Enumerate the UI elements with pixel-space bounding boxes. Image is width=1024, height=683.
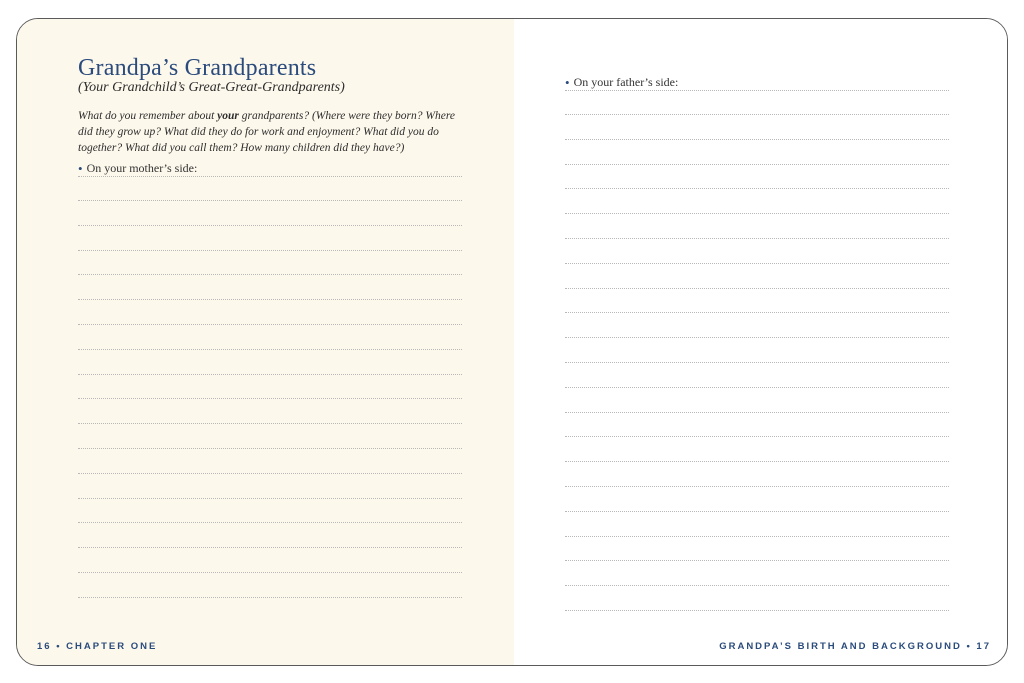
writing-line[interactable] <box>565 312 949 313</box>
writing-line[interactable] <box>565 188 949 189</box>
father-side-label: On your father’s side: <box>573 75 679 89</box>
right-page <box>514 19 1008 665</box>
bullet-icon: • <box>565 75 570 90</box>
writing-line[interactable] <box>565 213 949 214</box>
writing-line[interactable] <box>565 362 949 363</box>
writing-line[interactable] <box>565 114 949 115</box>
writing-line[interactable] <box>78 498 462 499</box>
writing-line[interactable] <box>565 238 949 239</box>
prompt-text <box>78 108 470 156</box>
writing-line[interactable] <box>565 436 949 437</box>
bullet-icon: • <box>78 161 83 176</box>
mother-side-label: On your mother’s side: <box>86 161 198 175</box>
writing-line[interactable] <box>78 522 462 523</box>
writing-line[interactable] <box>565 536 949 537</box>
father-side-field[interactable] <box>565 74 949 91</box>
writing-line[interactable] <box>565 164 949 165</box>
left-page <box>17 19 514 665</box>
writing-line[interactable] <box>78 274 462 275</box>
writing-line[interactable] <box>78 473 462 474</box>
writing-line[interactable] <box>565 139 949 140</box>
left-page-footer: 16 • CHAPTER ONE <box>37 641 158 652</box>
page-title: Grandpa’s Grandparents <box>78 55 317 81</box>
writing-line[interactable] <box>78 225 462 226</box>
writing-line[interactable] <box>565 288 949 289</box>
page-subtitle: (Your Grandchild’s Great-Great-Grandparents) <box>78 80 345 95</box>
writing-line[interactable] <box>78 597 462 598</box>
writing-line[interactable] <box>565 461 949 462</box>
writing-line[interactable] <box>565 560 949 561</box>
writing-line[interactable] <box>78 423 462 424</box>
writing-line[interactable] <box>565 412 949 413</box>
prompt-text-emphasis: your <box>217 110 239 122</box>
writing-line[interactable] <box>78 299 462 300</box>
writing-line[interactable] <box>78 572 462 573</box>
writing-line[interactable] <box>78 398 462 399</box>
journal-spread <box>16 18 1008 666</box>
writing-line[interactable] <box>78 547 462 548</box>
writing-line[interactable] <box>565 337 949 338</box>
writing-line[interactable] <box>78 349 462 350</box>
prompt-text-start: What do you remember about <box>78 110 218 122</box>
writing-line[interactable] <box>78 374 462 375</box>
right-page-footer: GRANDPA’S BIRTH AND BACKGROUND • 17 <box>719 641 991 652</box>
writing-line[interactable] <box>565 486 949 487</box>
writing-line[interactable] <box>78 250 462 251</box>
writing-line[interactable] <box>565 263 949 264</box>
writing-line[interactable] <box>78 448 462 449</box>
prompt-text-end: grandparents? (Where were they born? Where did they grow up? What did they do for work and enjoyment? What did you do together? What did you call them? How many children did they have?) <box>78 110 455 154</box>
mother-side-field[interactable] <box>78 160 462 177</box>
writing-line[interactable] <box>565 387 949 388</box>
writing-line[interactable] <box>78 324 462 325</box>
writing-line[interactable] <box>565 610 949 611</box>
writing-line[interactable] <box>78 200 462 201</box>
writing-line[interactable] <box>565 585 949 586</box>
writing-line[interactable] <box>565 511 949 512</box>
